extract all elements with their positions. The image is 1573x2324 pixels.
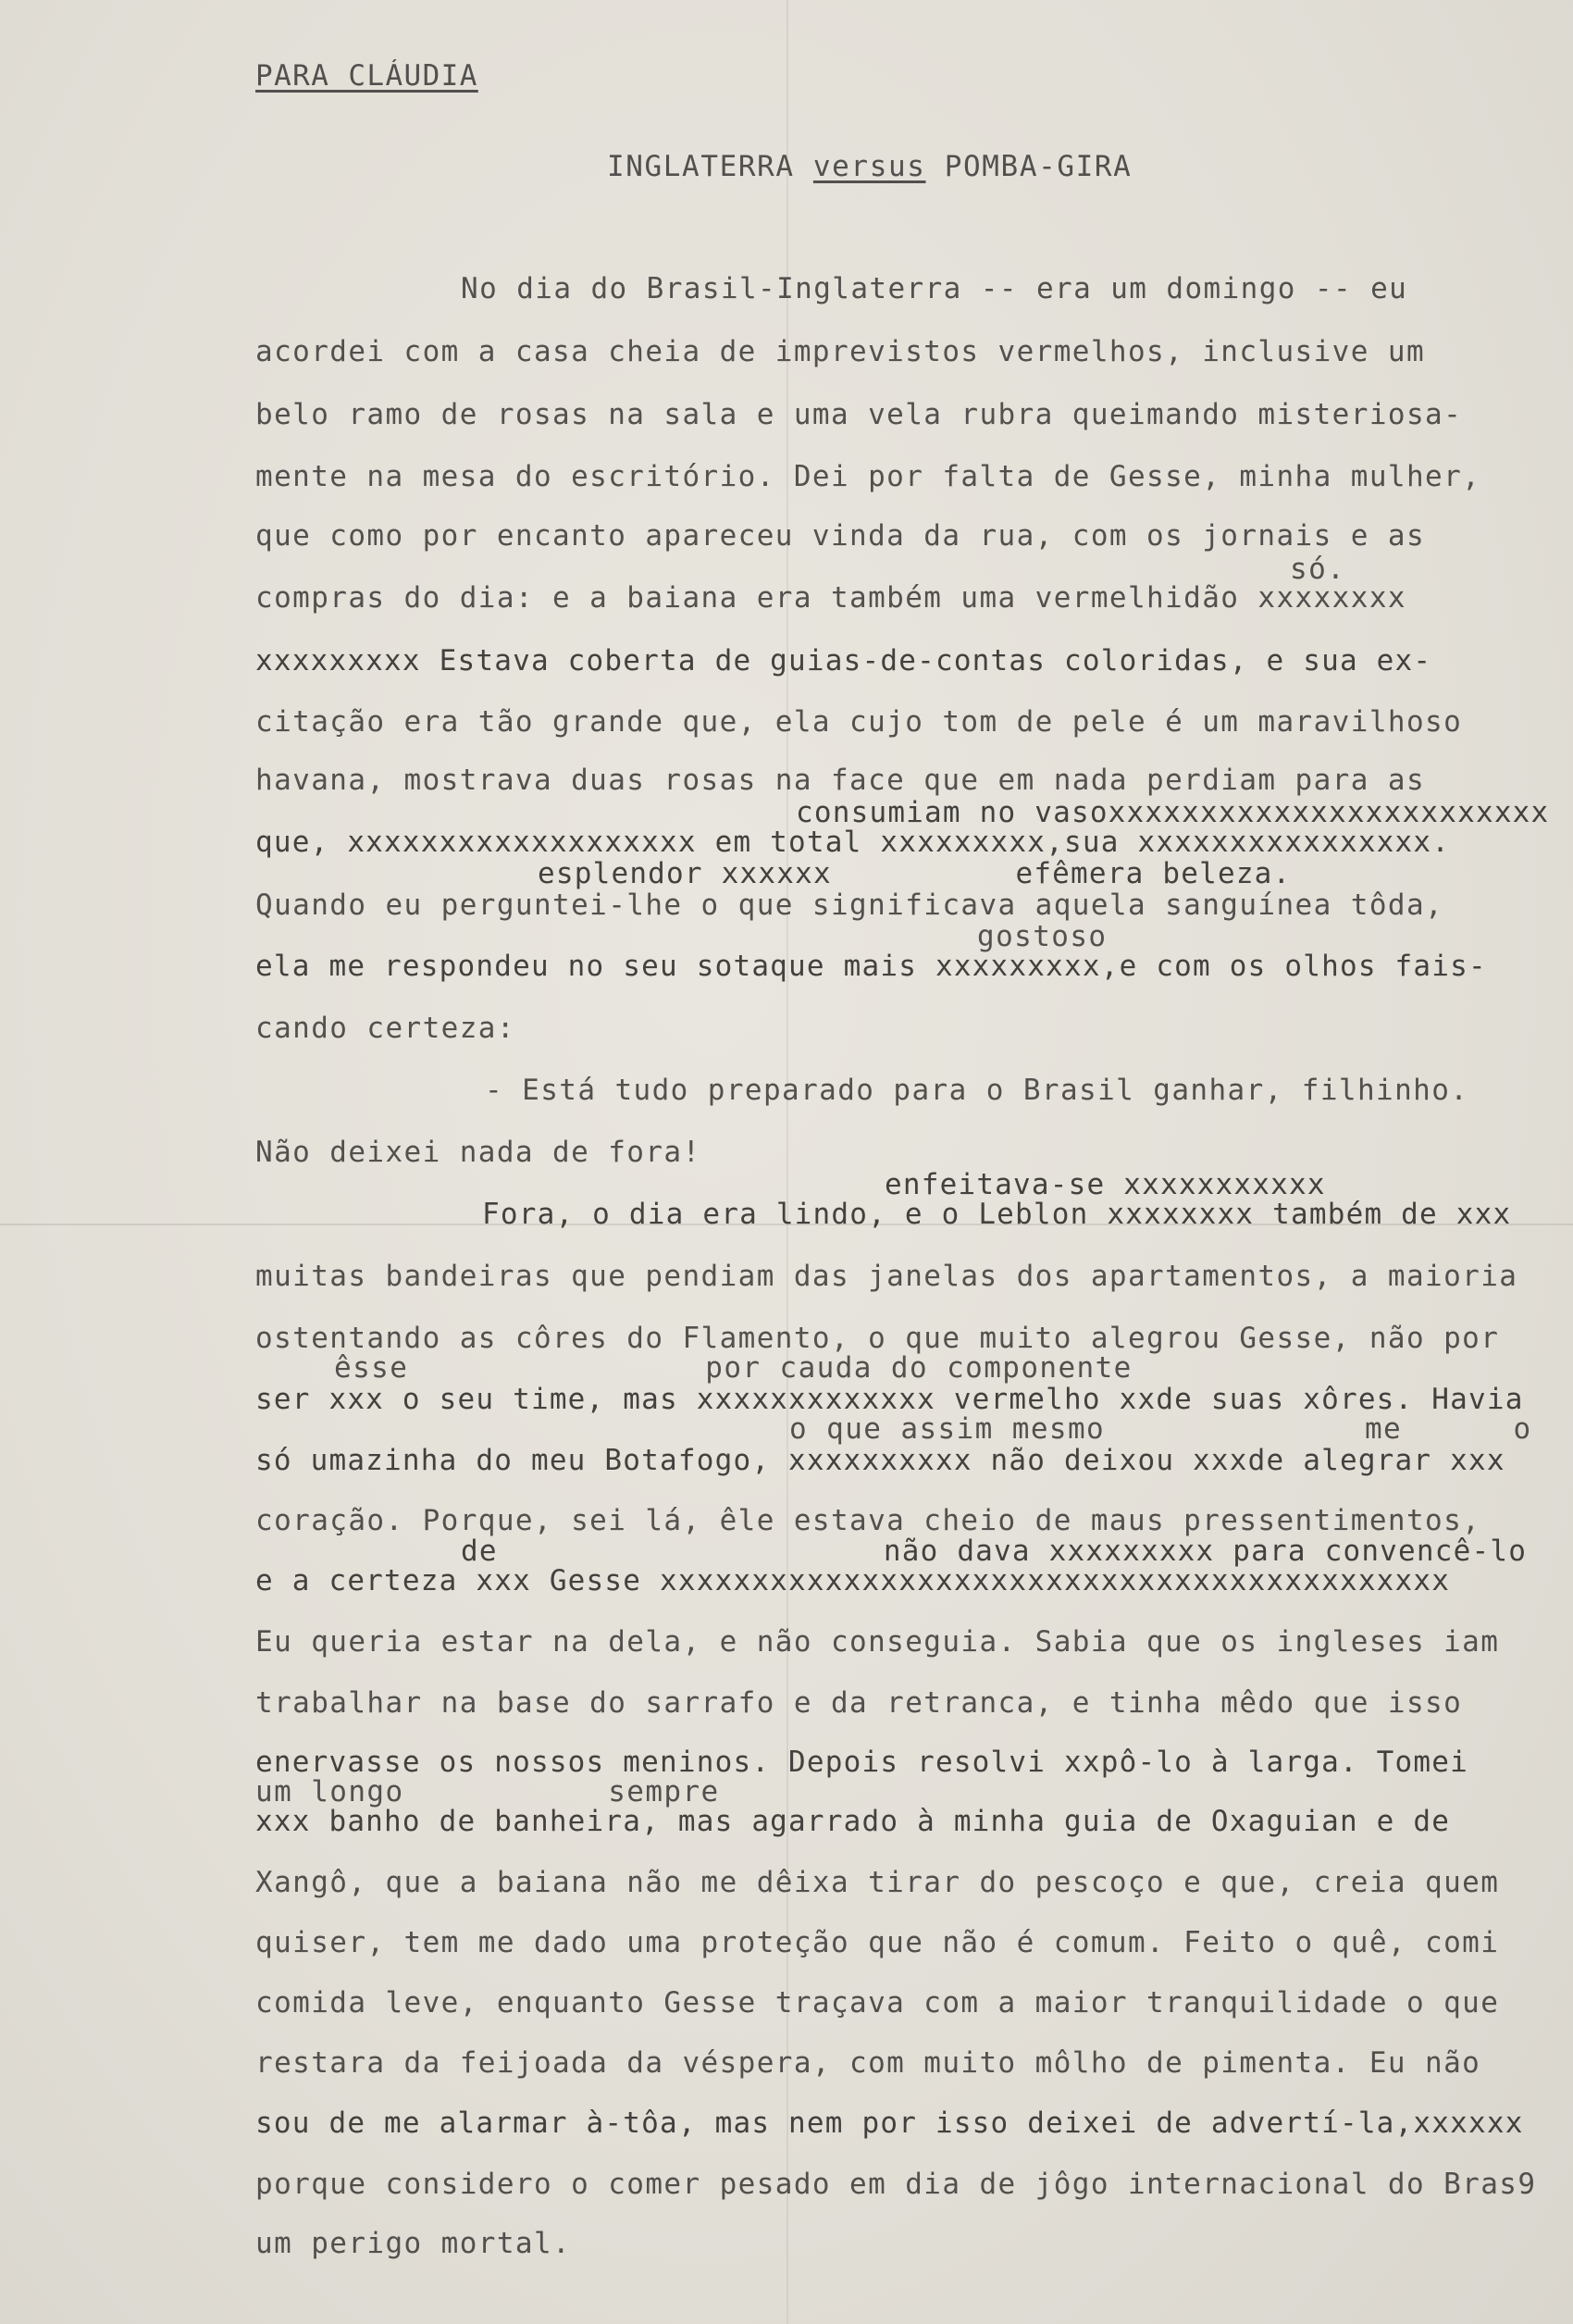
text-line: sou de me alarmar à-tôa, mas nem por isso deixei de advertí-la,xxxxxx [255,2107,1524,2140]
text-line: ela me respondeu no seu sotaque mais xxxxxxxxx,e com os olhos fais- [255,950,1487,983]
title-part-3: POMBA-GIRA [925,150,1133,183]
interlinear-insert: êsse por cauda do componente [334,1351,1133,1385]
text-line: Eu queria estar na dela, e não conseguia. Sabia que os ingleses iam [255,1625,1500,1659]
text-line: um perigo mortal. [255,2227,572,2260]
text-line: ostentando as côres do Flamento, o que muito alegrou Gesse, não por [255,1322,1500,1355]
text-line: Xangô, que a baiana não me dêixa tirar do pescoço e que, creia quem [255,1866,1500,1899]
text-line: restara da feijoada da véspera, com muito môlho de pimenta. Eu não [255,2046,1481,2080]
interlinear-insert: gostoso [977,920,1108,953]
text-line: ser xxx o seu time, mas xxxxxxxxxxxxx vermelho xxde suas xôres. Havia [255,1383,1524,1416]
interlinear-insert: enfeitava-se xxxxxxxxxxx [885,1168,1326,1201]
text-line: só umazinha do meu Botafogo, xxxxxxxxxx não deixou xxxde alegrar xxx [255,1444,1505,1477]
text-line: porque considero o comer pesado em dia de jôgo internacional do Bras9 [255,2168,1537,2201]
text-line: quiser, tem me dado uma proteção que não é comum. Feito o quê, comi [255,1926,1500,1959]
text-line: que como por encanto apareceu vinda da rua, com os jornais e as [255,519,1426,553]
text-line: havana, mostrava duas rosas na face que em nada perdiam para as [255,764,1426,797]
interlinear-insert: de não dava xxxxxxxxx para convencê-lo [461,1535,1528,1568]
text-line: xxxxxxxxx Estava coberta de guias-de-contas coloridas, e sua ex- [255,644,1432,677]
text-line: coração. Porque, sei lá, êle estava cheio de maus pressentimentos, [255,1504,1481,1537]
text-line: Não deixei nada de fora! [255,1136,701,1169]
text-line: e a certeza xxx Gesse xxxxxxxxxxxxxxxxxxxxxxxxxxxxxxxxxxxxxxxxxxx [255,1564,1451,1597]
interlinear-insert: consumiam no vasoxxxxxxxxxxxxxxxxxxxxxxxx [796,796,1550,829]
text-line: cando certeza: [255,1012,515,1045]
text-line: citação era tão grande que, ela cujo tom de pele é um maravilhoso [255,705,1463,739]
text-line: Quando eu perguntei-lhe o que significava aquela sanguínea tôda, [255,889,1444,922]
text-line: trabalhar na base do sarrafo e da retranca, e tinha mêdo que isso [255,1686,1463,1720]
interlinear-insert: o que assim mesmo me o [789,1412,1532,1446]
text-line: muitas bandeiras que pendiam das janelas dos apartamentos, a maioria [255,1260,1518,1293]
interlinear-insert: só. [1290,553,1346,586]
title-part-1: INGLATERRA [607,150,813,183]
text-line: Fora, o dia era lindo, e o Leblon xxxxxxxx também de xxx [482,1198,1512,1231]
text-line: que, xxxxxxxxxxxxxxxxxxx em total xxxxxxxxx,sua xxxxxxxxxxxxxxxx. [255,826,1451,859]
page-title [607,150,1132,183]
interlinear-insert: um longo sempre [255,1775,720,1808]
title-part-2: versus [812,150,926,183]
dedication: PARA CLÁUDIA [255,59,478,93]
text-line: acordei com a casa cheia de imprevistos vermelhos, inclusive um [255,335,1426,368]
text-line: belo ramo de rosas na sala e uma vela rubra queimando misteriosa- [255,398,1463,431]
text-line: enervasse os nossos meninos. Depois resolvi xxpô-lo à larga. Tomei [255,1746,1468,1779]
text-line: comida leve, enquanto Gesse traçava com a maior tranquilidade o que [255,1986,1500,2020]
text-line: compras do dia: e a baiana era também uma vermelhidão xxxxxxxx [255,581,1406,615]
text-line: xxx banho de banheira, mas agarrado à minha guia de Oxaguian e de [255,1805,1451,1838]
text-line: No dia do Brasil-Inglaterra -- era um domingo -- eu [461,272,1408,305]
text-line: mente na mesa do escritório. Dei por falta de Gesse, minha mulher, [255,460,1481,493]
dialogue-line: - Está tudo preparado para o Brasil ganhar, filhinho. [485,1074,1469,1107]
interlinear-insert: esplendor xxxxxx efêmera beleza. [538,857,1292,890]
